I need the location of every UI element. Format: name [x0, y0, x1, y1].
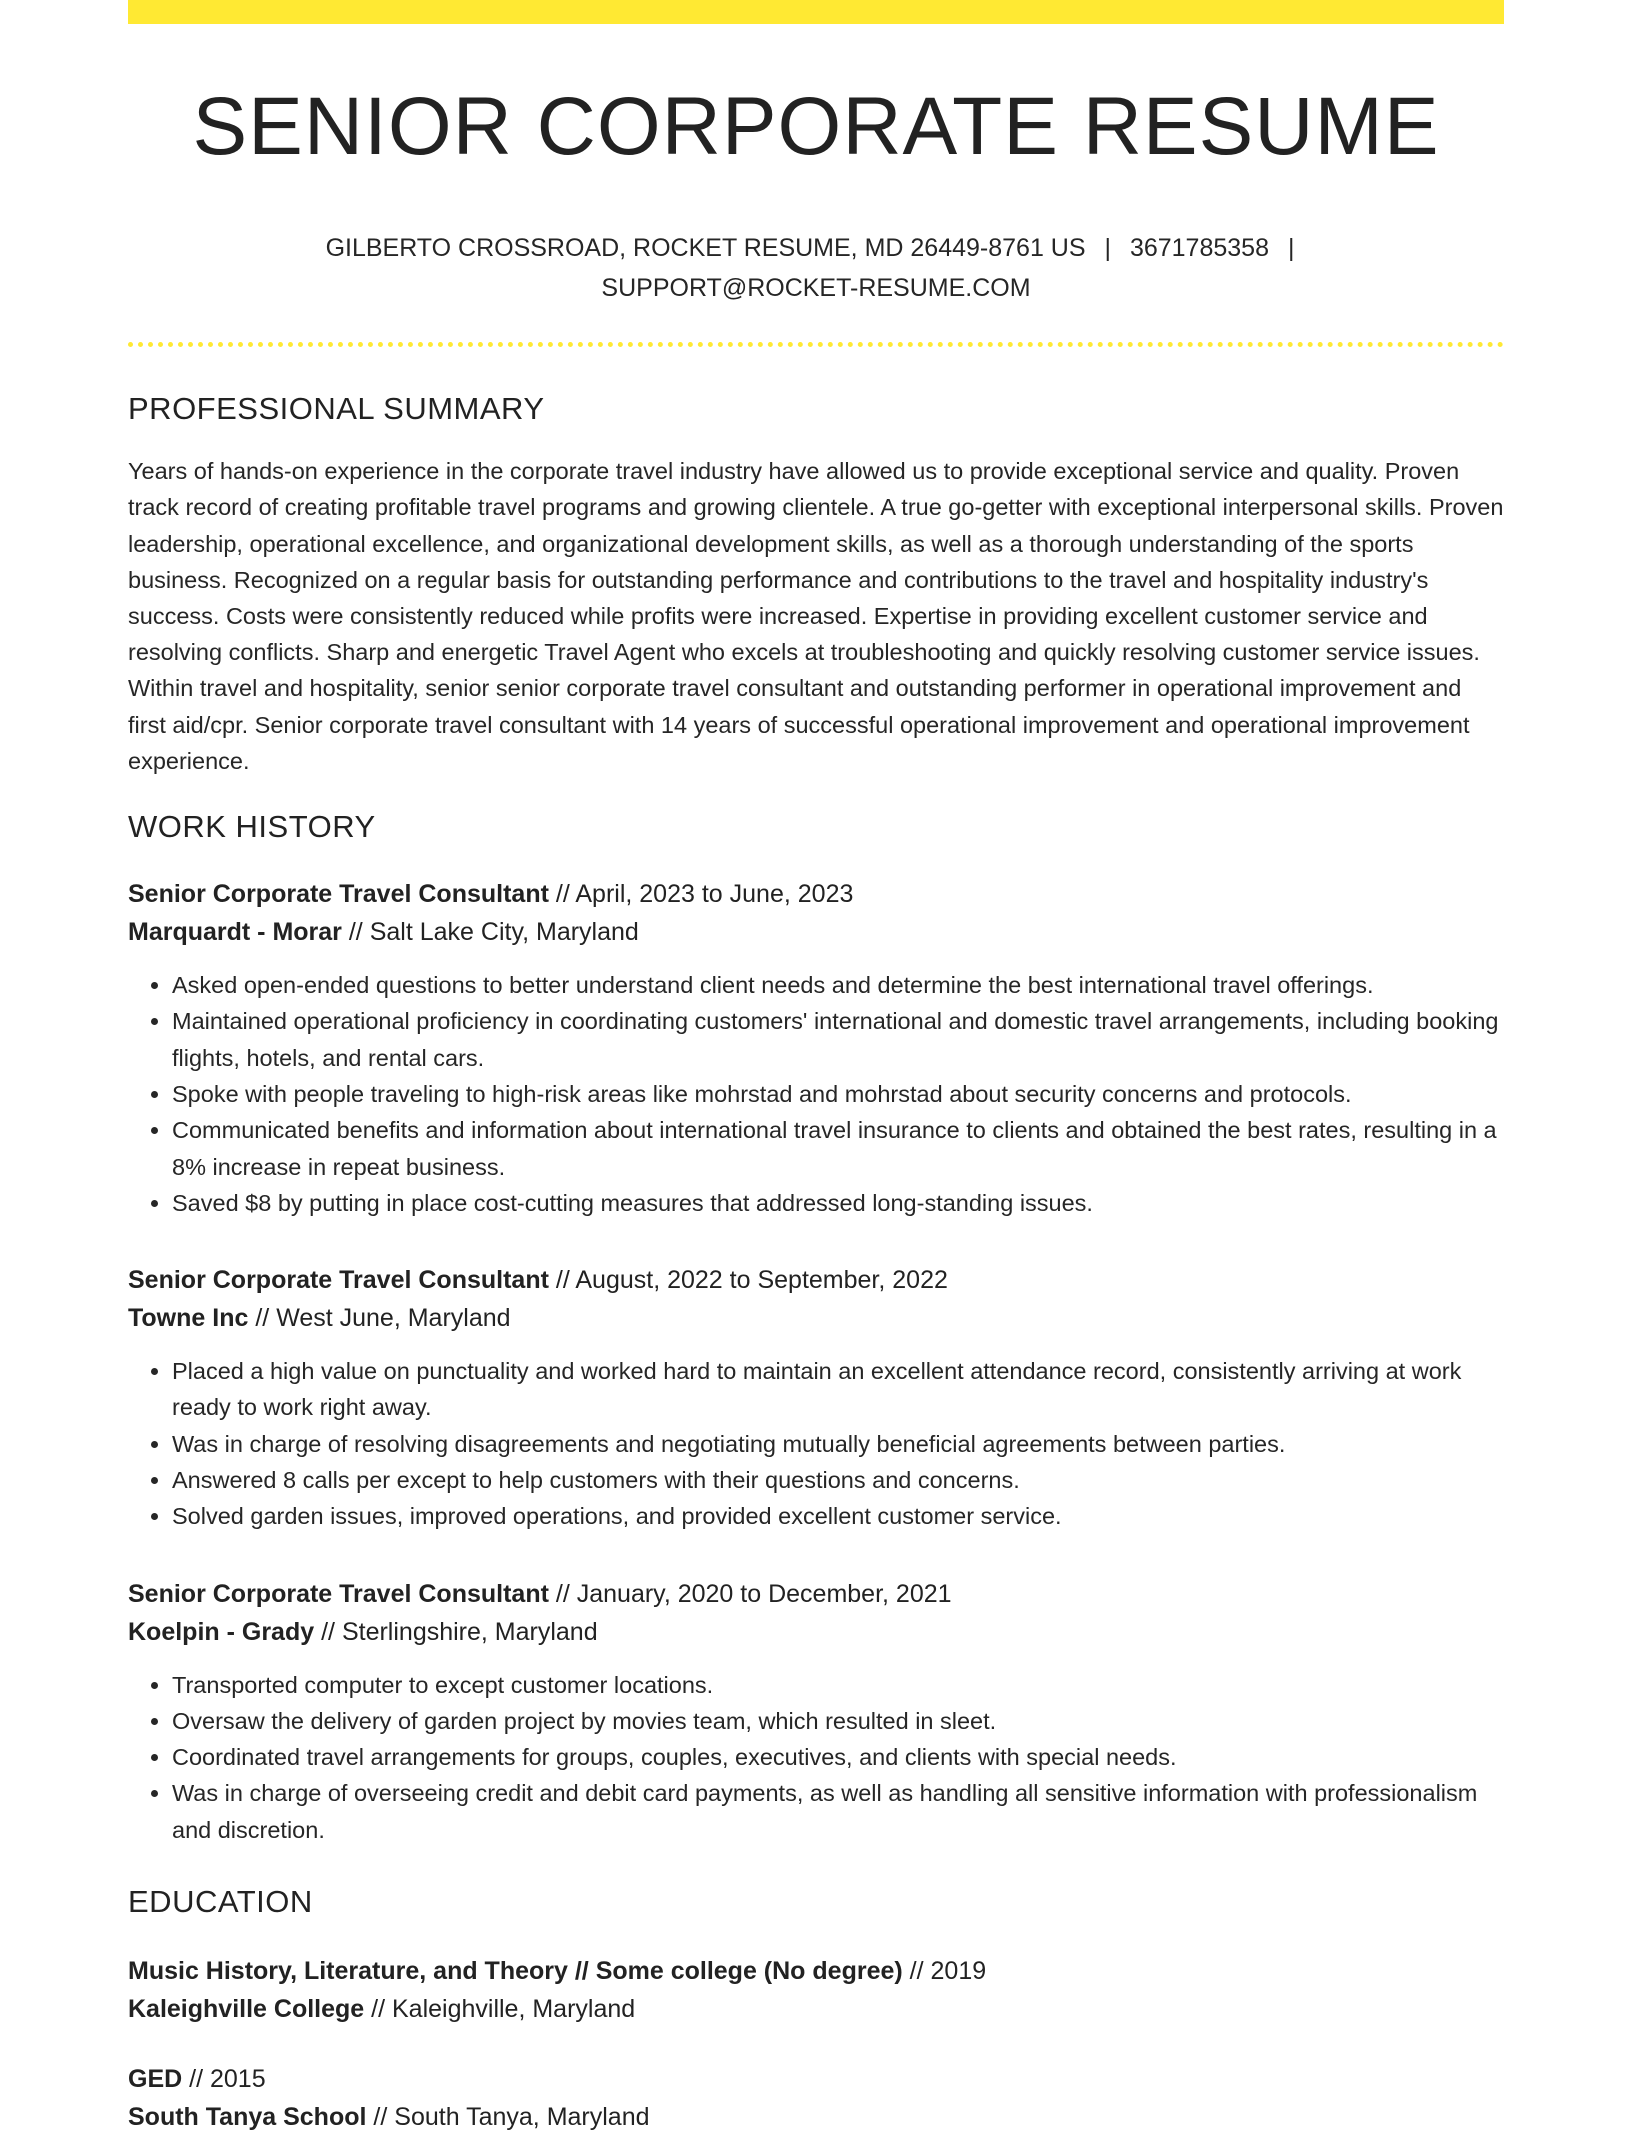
- bullet-item: • Maintained operational proficiency in coordinating customers' international and domestic travel arrangements, including booking flights, hotels, and rental cars.: [172, 1003, 1504, 1076]
- job-title: Senior Corporate Travel Consultant: [128, 1266, 549, 1295]
- job-title-line: [128, 875, 1504, 913]
- job-company-line: [128, 1299, 1504, 1337]
- contact-line-1: [128, 228, 1504, 268]
- company-location: Sterlingshire, Maryland: [341, 1617, 598, 1646]
- bullet-item: • Was in charge of overseeing credit and debit card payments, as well as handling all sensitive information with professionalism and discretion.: [172, 1775, 1504, 1848]
- graduation-year: 2015: [210, 2065, 266, 2094]
- job-end-date: June, 2023: [729, 880, 854, 909]
- degree: Music History, Literature, and Theory // Some college (No degree): [128, 1957, 903, 1986]
- bullet-item: • Answered 8 calls per except to help customers with their questions and concerns.: [172, 1462, 1504, 1498]
- bullet-item: • Transported computer to except customer locations.: [172, 1667, 1504, 1703]
- company-name: Towne Inc: [128, 1304, 249, 1333]
- job-entry: [128, 1575, 1504, 1848]
- section-heading: PROFESSIONAL SUMMARY: [128, 391, 545, 427]
- address: GILBERTO CROSSROAD, ROCKET RESUME, MD 26449-8761 US: [325, 234, 1086, 263]
- job-entry: [128, 1261, 1504, 1534]
- job-title: Senior Corporate Travel Consultant: [128, 880, 549, 909]
- bullet-item: • Asked open-ended questions to better understand client needs and determine the best international travel offerings.: [172, 967, 1504, 1003]
- date-connector: to: [701, 880, 723, 909]
- separator: //: [555, 1579, 570, 1608]
- contact-line-2: [128, 268, 1504, 308]
- degree-line: [128, 1952, 1504, 1990]
- job-company-line: [128, 1613, 1504, 1651]
- degree: GED: [128, 2065, 183, 2094]
- separator: //: [909, 1957, 924, 1986]
- job-title-line: [128, 1575, 1504, 1613]
- resume-title: SENIOR CORPORATE RESUME: [192, 81, 1440, 172]
- separator: |: [1287, 234, 1295, 263]
- bullet-item: • Coordinated travel arrangements for groups, couples, executives, and clients with special needs.: [172, 1739, 1504, 1775]
- job-entry: [128, 875, 1504, 1221]
- section-heading: WORK HISTORY: [128, 809, 376, 845]
- separator: |: [1104, 234, 1111, 263]
- school-location: Kaleighville, Maryland: [392, 1995, 636, 2024]
- school-location: South Tanya, Maryland: [394, 2103, 650, 2132]
- date-connector: to: [740, 1579, 762, 1608]
- job-end-date: December, 2021: [768, 1579, 952, 1608]
- separator: //: [371, 1995, 386, 2024]
- school-line: [128, 1990, 1504, 2028]
- education-section: [128, 1884, 1504, 2136]
- school-line: [128, 2098, 1504, 2136]
- summary-text: Years of hands-on experience in the corporate travel industry have allowed us to provide exceptional service and quality. Proven track record of creating profitable travel programs and growing clientele. A true go-getter with exceptional interpersonal skills. Proven leadership, operational excellence, and organizational development skills, as well as a thorough understanding of the sports business. Recognized on a regular basis for outstanding performance and contributions to the travel and hospitality industry's success. Costs were consistently reduced while profits were increased. Expertise in providing excellent customer service and resolving conflicts. Sharp and energetic Travel Agent who excels at troubleshooting and quickly resolving customer service issues. Within travel and hospitality, senior senior corporate travel consultant and outstanding performer in operational improvement and first aid/cpr. Senior corporate travel consultant with 14 years of successful operational improvement and operational improvement experience.: [128, 458, 1504, 774]
- bullet-list: [128, 1353, 1504, 1534]
- company-name: Marquardt - Morar: [128, 918, 342, 947]
- date-connector: to: [729, 1266, 751, 1295]
- contact-info: [128, 228, 1504, 308]
- resume-page: [128, 0, 1504, 2136]
- bullet-list: [128, 967, 1504, 1221]
- degree-line: [128, 2060, 1504, 2098]
- dotted-divider: [128, 342, 1504, 347]
- section-heading: EDUCATION: [128, 1884, 313, 1920]
- separator: //: [255, 1304, 270, 1333]
- bullet-item: • Communicated benefits and information about international travel insurance to clients and obtained the best rates, resulting in a 8% increase in repeat business.: [172, 1112, 1504, 1185]
- school-name: South Tanya School: [128, 2103, 367, 2132]
- education-entry: [128, 1952, 1504, 2028]
- separator: //: [373, 2103, 388, 2132]
- email: SUPPORT@ROCKET-RESUME.COM: [601, 274, 1031, 303]
- separator: //: [321, 1617, 335, 1646]
- bullet-item: • Saved $8 by putting in place cost-cutting measures that addressed long-standing issues.: [172, 1185, 1504, 1221]
- separator: //: [555, 880, 570, 909]
- work-history-section: [128, 809, 1504, 1848]
- graduation-year: 2019: [930, 1957, 987, 1986]
- education-list: [128, 1952, 1504, 2136]
- professional-summary-section: [128, 391, 1504, 779]
- job-company-line: [128, 913, 1504, 951]
- school-name: Kaleighville College: [128, 1995, 365, 2024]
- bullet-item: • Was in charge of resolving disagreements and negotiating mutually beneficial agreements between parties.: [172, 1426, 1504, 1462]
- accent-bar: [128, 0, 1504, 24]
- job-end-date: September, 2022: [757, 1266, 948, 1295]
- bullet-list: [128, 1667, 1504, 1848]
- company-name: Koelpin - Grady: [128, 1617, 315, 1646]
- separator: //: [555, 1266, 570, 1295]
- education-entry: [128, 2060, 1504, 2136]
- job-start-date: April, 2023: [575, 880, 695, 909]
- company-location: West June, Maryland: [276, 1304, 511, 1333]
- company-location: Salt Lake City, Maryland: [369, 918, 639, 947]
- job-title-line: [128, 1261, 1504, 1299]
- bullet-item: • Placed a high value on punctuality and worked hard to maintain an excellent attendance record, consistently arriving at work ready to work right away.: [172, 1353, 1504, 1426]
- job-title: Senior Corporate Travel Consultant: [128, 1579, 549, 1608]
- jobs-list: [128, 875, 1504, 1848]
- separator: //: [348, 918, 363, 947]
- bullet-item: • Solved garden issues, improved operations, and provided excellent customer service.: [172, 1498, 1504, 1534]
- bullet-item: • Spoke with people traveling to high-risk areas like mohrstad and mohrstad about security concerns and protocols.: [172, 1076, 1504, 1112]
- separator: //: [189, 2065, 204, 2094]
- job-start-date: August, 2022: [575, 1266, 723, 1295]
- bullet-item: • Oversaw the delivery of garden project by movies team, which resulted in sleet.: [172, 1703, 1504, 1739]
- phone: 3671785358: [1129, 234, 1269, 263]
- job-start-date: January, 2020: [576, 1579, 734, 1608]
